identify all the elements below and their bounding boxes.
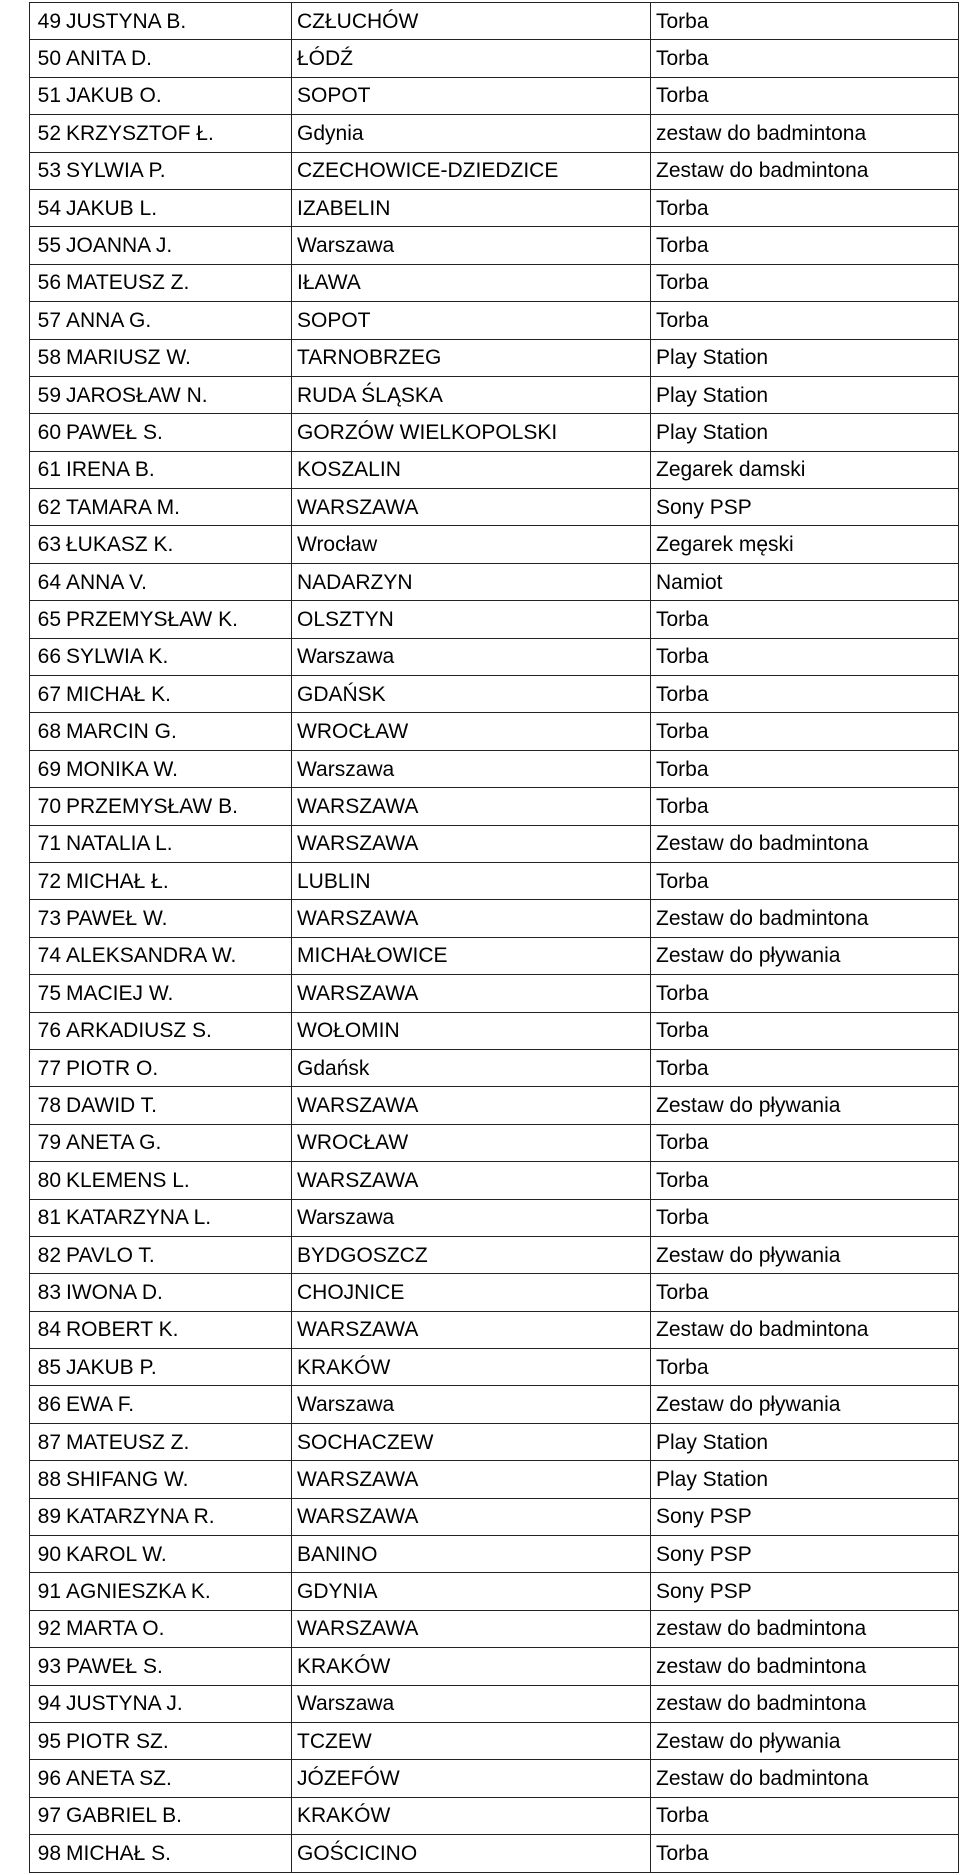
row-number: 70 [30, 788, 64, 825]
winner-name: PIOTR SZ. [63, 1722, 292, 1759]
winner-city: GORZÓW WIELKOPOLSKI [292, 414, 651, 451]
winner-city: MICHAŁOWICE [292, 937, 651, 974]
winner-prize: Zestaw do pływania [651, 1236, 959, 1273]
winner-name: ANITA D. [63, 40, 292, 77]
winner-prize: Zestaw do badmintona [651, 1760, 959, 1797]
row-number: 82 [30, 1236, 64, 1273]
winners-table [29, 2, 959, 1873]
winner-prize: Torba [651, 1835, 959, 1872]
table-row [30, 825, 959, 862]
table-row [30, 264, 959, 301]
row-number: 53 [30, 152, 64, 189]
winner-name: ALEKSANDRA W. [63, 937, 292, 974]
row-number: 61 [30, 451, 64, 488]
table-row [30, 3, 959, 40]
winner-name: PAWEŁ S. [63, 1648, 292, 1685]
winner-name: PAWEŁ S. [63, 414, 292, 451]
winner-city: IZABELIN [292, 189, 651, 226]
row-number: 89 [30, 1498, 64, 1535]
winner-city: WARSZAWA [292, 1461, 651, 1498]
winner-city: TARNOBRZEG [292, 339, 651, 376]
winner-city: SOCHACZEW [292, 1423, 651, 1460]
table-row [30, 1573, 959, 1610]
row-number: 50 [30, 40, 64, 77]
table-row [30, 1835, 959, 1872]
winner-city: JÓZEFÓW [292, 1760, 651, 1797]
winner-name: IWONA D. [63, 1274, 292, 1311]
winner-name: JAROSŁAW N. [63, 376, 292, 413]
table-row [30, 1012, 959, 1049]
winner-city: BANINO [292, 1536, 651, 1573]
table-row [30, 1274, 959, 1311]
table-row [30, 1610, 959, 1647]
winner-city: WARSZAWA [292, 1087, 651, 1124]
winner-prize: Torba [651, 1199, 959, 1236]
winner-prize: Play Station [651, 1461, 959, 1498]
winner-name: MICHAŁ K. [63, 676, 292, 713]
table-row [30, 526, 959, 563]
winner-prize: Zestaw do badmintona [651, 825, 959, 862]
winner-prize: Zestaw do badmintona [651, 900, 959, 937]
winner-city: WARSZAWA [292, 975, 651, 1012]
row-number: 96 [30, 1760, 64, 1797]
winner-city: TCZEW [292, 1722, 651, 1759]
row-number: 74 [30, 937, 64, 974]
winner-name: NATALIA L. [63, 825, 292, 862]
winner-prize: Play Station [651, 376, 959, 413]
winner-prize: Zestaw do pływania [651, 1386, 959, 1423]
row-number: 85 [30, 1349, 64, 1386]
winner-name: ANETA SZ. [63, 1760, 292, 1797]
row-number: 75 [30, 975, 64, 1012]
winner-prize: Zegarek męski [651, 526, 959, 563]
row-number: 54 [30, 189, 64, 226]
winner-name: JOANNA J. [63, 227, 292, 264]
winner-name: MATEUSZ Z. [63, 264, 292, 301]
row-number: 94 [30, 1685, 64, 1722]
table-row [30, 1124, 959, 1161]
row-number: 78 [30, 1087, 64, 1124]
winner-prize: Zegarek damski [651, 451, 959, 488]
row-number: 76 [30, 1012, 64, 1049]
winner-name: AGNIESZKA K. [63, 1573, 292, 1610]
winner-prize: Torba [651, 713, 959, 750]
table-row [30, 227, 959, 264]
winner-prize: Zestaw do badmintona [651, 152, 959, 189]
row-number: 56 [30, 264, 64, 301]
winner-name: ANNA G. [63, 302, 292, 339]
winner-city: Gdynia [292, 115, 651, 152]
winner-name: MACIEJ W. [63, 975, 292, 1012]
winner-name: JAKUB O. [63, 77, 292, 114]
winner-name: ANETA G. [63, 1124, 292, 1161]
table-row [30, 1797, 959, 1834]
row-number: 66 [30, 638, 64, 675]
winner-name: JUSTYNA J. [63, 1685, 292, 1722]
winner-city: WARSZAWA [292, 1610, 651, 1647]
table-row [30, 1349, 959, 1386]
winner-name: ROBERT K. [63, 1311, 292, 1348]
table-row [30, 975, 959, 1012]
row-number: 84 [30, 1311, 64, 1348]
winner-prize: Torba [651, 77, 959, 114]
winner-name: KRZYSZTOF Ł. [63, 115, 292, 152]
winner-prize: Namiot [651, 563, 959, 600]
winner-prize: Play Station [651, 339, 959, 376]
winner-name: ARKADIUSZ S. [63, 1012, 292, 1049]
row-number: 91 [30, 1573, 64, 1610]
winner-prize: Torba [651, 676, 959, 713]
winner-prize: Torba [651, 1012, 959, 1049]
winner-name: JAKUB L. [63, 189, 292, 226]
winner-name: JAKUB P. [63, 1349, 292, 1386]
table-row [30, 788, 959, 825]
row-number: 51 [30, 77, 64, 114]
row-number: 88 [30, 1461, 64, 1498]
row-number: 80 [30, 1162, 64, 1199]
winner-prize: Torba [651, 189, 959, 226]
table-row [30, 115, 959, 152]
row-number: 65 [30, 601, 64, 638]
table-row [30, 40, 959, 77]
winner-name: KAROL W. [63, 1536, 292, 1573]
winner-prize: zestaw do badmintona [651, 115, 959, 152]
winner-prize: Torba [651, 1162, 959, 1199]
winner-name: MICHAŁ Ł. [63, 862, 292, 899]
table-row [30, 563, 959, 600]
winner-city: WARSZAWA [292, 1311, 651, 1348]
winner-city: WARSZAWA [292, 788, 651, 825]
winner-city: WROCŁAW [292, 1124, 651, 1161]
winner-prize: Torba [651, 302, 959, 339]
winner-name: TAMARA M. [63, 489, 292, 526]
row-number: 83 [30, 1274, 64, 1311]
winner-name: DAWID T. [63, 1087, 292, 1124]
winner-prize: Torba [651, 788, 959, 825]
winner-prize: Sony PSP [651, 1573, 959, 1610]
table-row [30, 189, 959, 226]
winner-prize: Sony PSP [651, 489, 959, 526]
table-row [30, 676, 959, 713]
table-row [30, 451, 959, 488]
winner-prize: zestaw do badmintona [651, 1648, 959, 1685]
winner-city: CZECHOWICE-DZIEDZICE [292, 152, 651, 189]
winner-city: Gdańsk [292, 1049, 651, 1086]
table-row [30, 1162, 959, 1199]
table-row [30, 1423, 959, 1460]
winner-prize: Torba [651, 1797, 959, 1834]
winner-name: PAVLO T. [63, 1236, 292, 1273]
table-row [30, 339, 959, 376]
row-number: 67 [30, 676, 64, 713]
winner-name: KATARZYNA L. [63, 1199, 292, 1236]
winner-name: KATARZYNA R. [63, 1498, 292, 1535]
row-number: 86 [30, 1386, 64, 1423]
winner-city: KRAKÓW [292, 1797, 651, 1834]
winner-prize: Torba [651, 3, 959, 40]
winner-city: ŁÓDŹ [292, 40, 651, 77]
row-number: 64 [30, 563, 64, 600]
row-number: 92 [30, 1610, 64, 1647]
winner-name: ŁUKASZ K. [63, 526, 292, 563]
winner-city: RUDA ŚLĄSKA [292, 376, 651, 413]
row-number: 87 [30, 1423, 64, 1460]
winner-prize: Sony PSP [651, 1498, 959, 1535]
table-row [30, 1199, 959, 1236]
winner-prize: Torba [651, 227, 959, 264]
table-row [30, 750, 959, 787]
winner-city: Warszawa [292, 638, 651, 675]
winner-city: Warszawa [292, 750, 651, 787]
winner-name: MARTA O. [63, 1610, 292, 1647]
winner-city: SOPOT [292, 302, 651, 339]
row-number: 58 [30, 339, 64, 376]
winner-city: GDAŃSK [292, 676, 651, 713]
row-number: 55 [30, 227, 64, 264]
winner-name: PRZEMYSŁAW K. [63, 601, 292, 638]
table-row [30, 1722, 959, 1759]
winner-name: PAWEŁ W. [63, 900, 292, 937]
winner-city: WARSZAWA [292, 1162, 651, 1199]
winner-city: Warszawa [292, 1386, 651, 1423]
winner-prize: Zestaw do pływania [651, 1722, 959, 1759]
winner-city: NADARZYN [292, 563, 651, 600]
row-number: 73 [30, 900, 64, 937]
winner-city: GDYNIA [292, 1573, 651, 1610]
row-number: 81 [30, 1199, 64, 1236]
winner-city: Warszawa [292, 1685, 651, 1722]
table-row [30, 713, 959, 750]
row-number: 79 [30, 1124, 64, 1161]
table-row [30, 1311, 959, 1348]
table-row [30, 1760, 959, 1797]
row-number: 63 [30, 526, 64, 563]
winner-name: SYLWIA K. [63, 638, 292, 675]
table-row [30, 489, 959, 526]
row-number: 72 [30, 862, 64, 899]
winner-prize: Zestaw do pływania [651, 1087, 959, 1124]
winner-prize: Play Station [651, 414, 959, 451]
row-number: 71 [30, 825, 64, 862]
row-number: 90 [30, 1536, 64, 1573]
table-row [30, 77, 959, 114]
row-number: 62 [30, 489, 64, 526]
winner-name: EWA F. [63, 1386, 292, 1423]
table-row [30, 1536, 959, 1573]
table-row [30, 1498, 959, 1535]
winner-prize: Torba [651, 264, 959, 301]
table-row [30, 862, 959, 899]
winner-name: IRENA B. [63, 451, 292, 488]
row-number: 60 [30, 414, 64, 451]
winner-city: Warszawa [292, 227, 651, 264]
winner-prize: Torba [651, 975, 959, 1012]
winner-prize: Torba [651, 638, 959, 675]
winner-name: KLEMENS L. [63, 1162, 292, 1199]
winner-name: ANNA V. [63, 563, 292, 600]
row-number: 93 [30, 1648, 64, 1685]
table-row [30, 1685, 959, 1722]
winner-city: WROCŁAW [292, 713, 651, 750]
table-row [30, 1049, 959, 1086]
table-row [30, 900, 959, 937]
table-row [30, 937, 959, 974]
winner-name: PIOTR O. [63, 1049, 292, 1086]
row-number: 68 [30, 713, 64, 750]
row-number: 59 [30, 376, 64, 413]
table-row [30, 1648, 959, 1685]
winner-city: WARSZAWA [292, 1498, 651, 1535]
winner-prize: Torba [651, 1349, 959, 1386]
table-row [30, 302, 959, 339]
table-row [30, 638, 959, 675]
table-row [30, 1386, 959, 1423]
winner-name: MATEUSZ Z. [63, 1423, 292, 1460]
winner-prize: Torba [651, 1124, 959, 1161]
winner-prize: Sony PSP [651, 1536, 959, 1573]
winner-city: Wrocław [292, 526, 651, 563]
table-row [30, 376, 959, 413]
winners-table-body [30, 3, 959, 1873]
winner-city: KRAKÓW [292, 1648, 651, 1685]
winner-prize: zestaw do badmintona [651, 1610, 959, 1647]
row-number: 69 [30, 750, 64, 787]
winner-name: PRZEMYSŁAW B. [63, 788, 292, 825]
winner-city: CZŁUCHÓW [292, 3, 651, 40]
table-row [30, 152, 959, 189]
table-row [30, 1236, 959, 1273]
winner-prize: Torba [651, 1274, 959, 1311]
winner-city: BYDGOSZCZ [292, 1236, 651, 1273]
winner-city: KRAKÓW [292, 1349, 651, 1386]
winner-city: WARSZAWA [292, 900, 651, 937]
winner-city: WARSZAWA [292, 489, 651, 526]
winner-prize: Torba [651, 1049, 959, 1086]
row-number: 57 [30, 302, 64, 339]
winner-city: WARSZAWA [292, 825, 651, 862]
winner-city: IŁAWA [292, 264, 651, 301]
row-number: 49 [30, 3, 64, 40]
winner-prize: Play Station [651, 1423, 959, 1460]
winner-name: MARCIN G. [63, 713, 292, 750]
winner-prize: Torba [651, 40, 959, 77]
winner-city: WOŁOMIN [292, 1012, 651, 1049]
winner-prize: Torba [651, 862, 959, 899]
winner-name: SHIFANG W. [63, 1461, 292, 1498]
winner-prize: Zestaw do pływania [651, 937, 959, 974]
table-row [30, 414, 959, 451]
row-number: 98 [30, 1835, 64, 1872]
table-row [30, 1087, 959, 1124]
winner-prize: zestaw do badmintona [651, 1685, 959, 1722]
table-row [30, 1461, 959, 1498]
winner-city: OLSZTYN [292, 601, 651, 638]
winner-prize: Zestaw do badmintona [651, 1311, 959, 1348]
winner-city: GOŚCICINO [292, 1835, 651, 1872]
winner-city: LUBLIN [292, 862, 651, 899]
winner-name: MARIUSZ W. [63, 339, 292, 376]
winner-name: SYLWIA P. [63, 152, 292, 189]
winner-prize: Torba [651, 601, 959, 638]
row-number: 95 [30, 1722, 64, 1759]
winner-name: JUSTYNA B. [63, 3, 292, 40]
winner-city: SOPOT [292, 77, 651, 114]
winner-city: KOSZALIN [292, 451, 651, 488]
winner-prize: Torba [651, 750, 959, 787]
row-number: 77 [30, 1049, 64, 1086]
winner-name: GABRIEL B. [63, 1797, 292, 1834]
winner-city: Warszawa [292, 1199, 651, 1236]
row-number: 52 [30, 115, 64, 152]
winner-city: CHOJNICE [292, 1274, 651, 1311]
row-number: 97 [30, 1797, 64, 1834]
winner-name: MONIKA W. [63, 750, 292, 787]
table-row [30, 601, 959, 638]
winner-name: MICHAŁ S. [63, 1835, 292, 1872]
